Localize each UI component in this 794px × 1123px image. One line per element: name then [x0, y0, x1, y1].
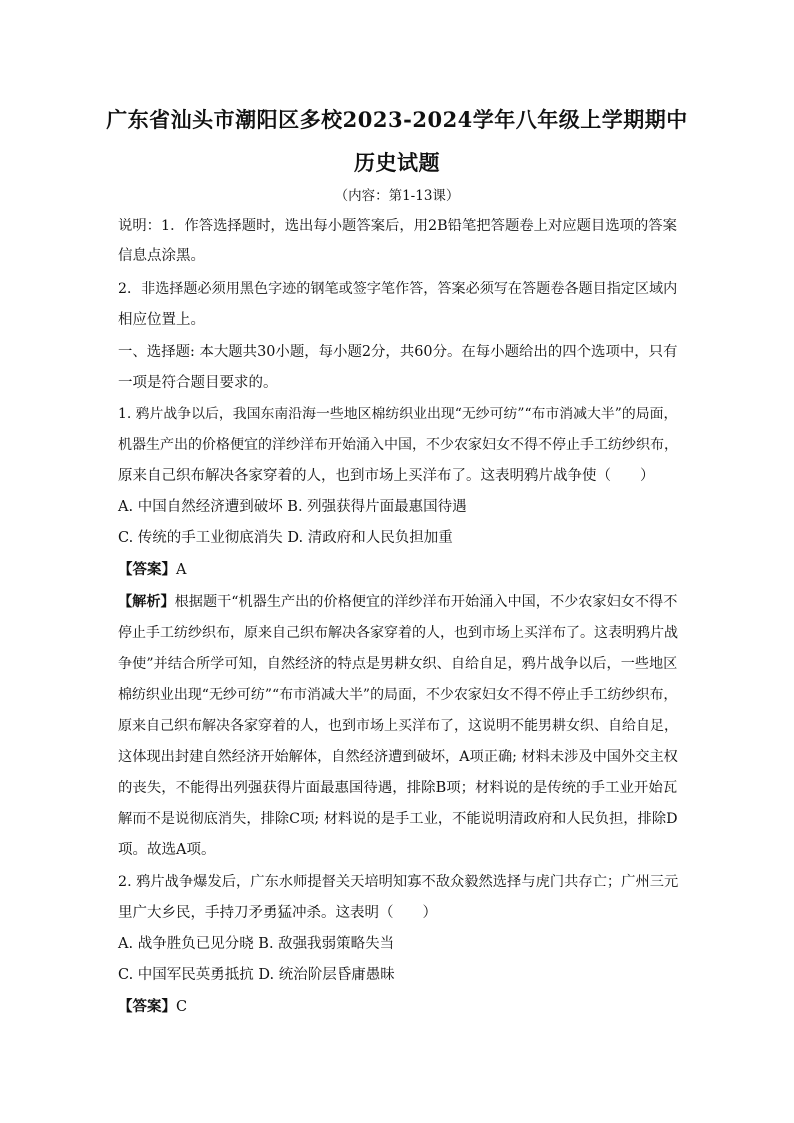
analysis-line: 棉纺织业出现“无纱可纺”“布市消减大半”的局面，不少农家妇女不得不停止手工纺纱织布， [118, 687, 678, 703]
analysis-line: 【解析】根据题干“机器生产出的价格便宜的洋纱洋布开始涌入中国，不少农家妇女不得不 [118, 594, 678, 610]
analysis-line: 项。故选A项。 [118, 842, 216, 858]
text-line: 一项是符合题目要求的。 [118, 375, 278, 391]
answer-line: 【答案】A [118, 561, 187, 578]
text-line: 2．非选择题必须用黑色字迹的钢笔或签字笔作答，答案必须写在答题卷各题目指定区域内 [118, 281, 678, 297]
analysis-line: 这体现出封建自然经济开始解体，自然经济遭到破坏，A项正确; 材料未涉及中国外交主权 [118, 749, 678, 765]
question-line: 里广大乡民，手持刀矛勇猛冲杀。这表明（ ） [118, 905, 437, 921]
document-title-line2: 历史试题 [354, 150, 440, 175]
analysis-line: 原来自己织布解决各家穿着的人，也到市场上买洋布了，这说明不能男耕女织、自给自足， [118, 718, 678, 734]
option-line: A. 中国自然经济遭到破坏 B. 列强获得片面最惠国待遇 [118, 499, 467, 515]
analysis-line: 争使”并结合所学可知，自然经济的特点是男耕女织、自给自足，鸦片战争以后，一些地区 [118, 656, 678, 672]
section-marker: 【答案】 [118, 561, 176, 578]
document-subtitle: （内容：第1-13课） [334, 188, 460, 204]
analysis-line: 解而不是说彻底消失，排除C项; 材料说的是手工业，不能说明清政府和人民负担，排除D [118, 811, 678, 827]
text-line: 说明：1．作答选择题时，选出每小题答案后，用2B铅笔把答题卷上对应题目选项的答案 [118, 218, 677, 234]
analysis-line: 停止手工纺纱织布，原来自己织布解决各家穿着的人，也到市场上买洋布了。这表明鸦片战 [118, 625, 678, 641]
question-line: 原来自己织布解决各家穿着的人，也到市场上买洋布了。这表明鸦片战争使（ ） [118, 468, 655, 484]
option-line: A. 战争胜负已见分晓 B. 敌强我弱策略失当 [118, 936, 395, 952]
text-line: 相应位置上。 [118, 312, 205, 328]
question-line: 2. 鸦片战争爆发后，广东水师提督关天培明知寡不敌众毅然选择与虎门共存亡；广州三元 [118, 874, 679, 890]
option-line: C. 传统的手工业彻底消失 D. 清政府和人民负担加重 [118, 530, 453, 546]
answer-line: 【答案】C [118, 998, 188, 1015]
question-line: 机器生产出的价格便宜的洋纱洋布开始涌入中国，不少农家妇女不得不停止手工纺纱织布， [118, 437, 678, 453]
question-line: 1. 鸦片战争以后，我国东南沿海一些地区棉纺织业出现“无纱可纺”“布市消减大半”的局面， [118, 406, 678, 422]
text-line: 一、选择题: 本大题共30小题，每小题2分，共60分。在每小题给出的四个选项中，只有 [118, 344, 678, 360]
analysis-line: 的丧失，不能得出列强获得片面最惠国待遇，排除B项；材料说的是传统的手工业开始瓦 [118, 780, 678, 796]
document-title-line1: 广东省汕头市潮阳区多校2023-2024学年八年级上学期期中 [106, 107, 688, 132]
section-marker: 【答案】 [118, 998, 176, 1015]
text-line: 信息点涂黑。 [118, 248, 205, 264]
option-line: C. 中国军民英勇抵抗 D. 统治阶层昏庸愚昧 [118, 967, 395, 983]
section-marker: 【解析】 [118, 594, 175, 610]
